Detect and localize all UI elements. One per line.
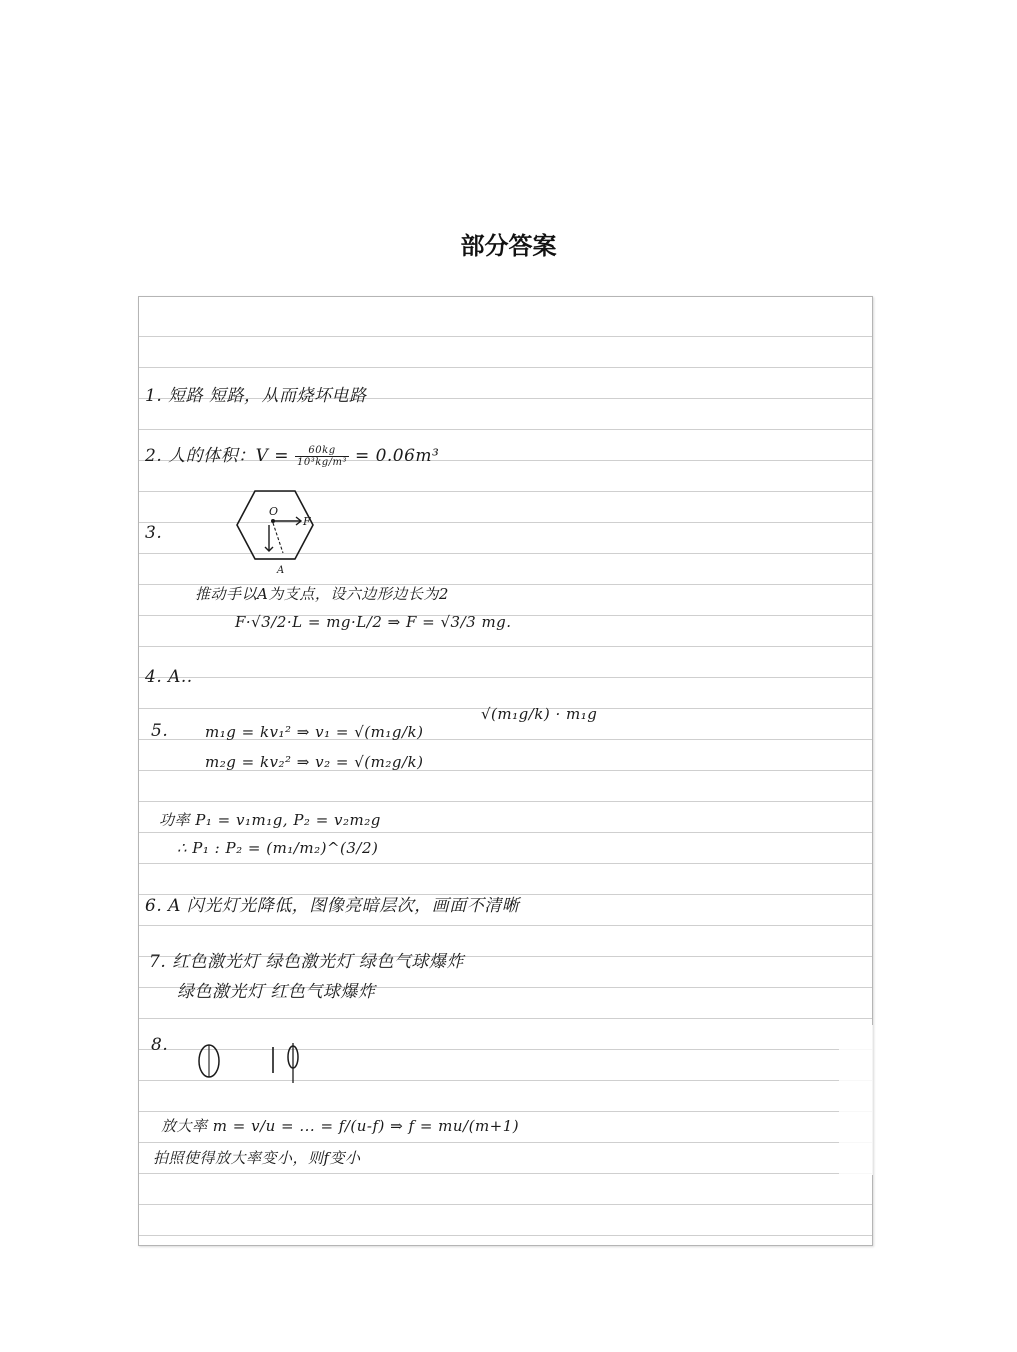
answer-sheet <box>138 296 873 1246</box>
answer-3-line-1: 推动手以A为支点，设六边形边长为2 <box>195 585 449 603</box>
hexagon-diagram <box>231 487 319 577</box>
label-o: O <box>269 505 279 518</box>
answer-2-denominator: 10³kg/m³ <box>296 457 348 468</box>
answer-8-number: 8. <box>151 1035 169 1055</box>
answer-2-numerator: 60kg <box>295 445 349 457</box>
answer-5-number: 5. <box>151 721 169 741</box>
lens-diagram <box>189 1039 309 1087</box>
answer-2-prefix: 2. 人的体积：V = <box>145 446 290 466</box>
answer-2-suffix: = 0.06m³ <box>354 446 440 466</box>
hexagon-shape <box>237 491 313 559</box>
answer-8-line-2: 拍照使得放大率变小，则f变小 <box>153 1149 361 1167</box>
answer-7-line-2: 绿色激光灯 红色气球爆炸 <box>177 982 376 1002</box>
answer-2 <box>145 441 439 468</box>
answer-5-line-4: ∴ P₁ : P₂ = (m₁/m₂)^(3/2) <box>177 839 379 857</box>
answer-5-side-note: √(m₁g/k) · m₁g <box>481 705 598 723</box>
faded-region <box>839 1025 873 1175</box>
answer-1: 1. 短路 短路，从而烧坏电路 <box>145 386 367 406</box>
label-a: A <box>277 565 285 576</box>
answer-3-line-2: F·√3/2·L = mg·L/2 ⇒ F = √3/3 mg. <box>235 613 512 631</box>
answer-2-fraction <box>295 445 349 468</box>
answer-3-number: 3. <box>145 523 163 543</box>
answer-4: 4. A.. <box>145 667 193 687</box>
page-title: 部分答案 <box>460 232 557 260</box>
answer-5-line-1: m₁g = kv₁² ⇒ v₁ = √(m₁g/k) <box>205 723 424 741</box>
answer-6: 6. A 闪光灯光降低，图像亮暗层次，画面不清晰 <box>145 896 520 916</box>
answer-7-line-1: 7. 红色激光灯 绿色激光灯 绿色气球爆炸 <box>149 952 464 972</box>
lever-arm-line <box>273 523 283 553</box>
answer-5-line-2: m₂g = kv₂² ⇒ v₂ = √(m₂g/k) <box>205 753 424 771</box>
label-f: F <box>303 515 311 528</box>
answer-5-line-3: 功率 P₁ = v₁m₁g, P₂ = v₂m₂g <box>159 811 381 829</box>
answer-8-line-1: 放大率 m = v/u = ... = f/(u-f) ⇒ f = mu/(m+1) <box>161 1117 520 1135</box>
